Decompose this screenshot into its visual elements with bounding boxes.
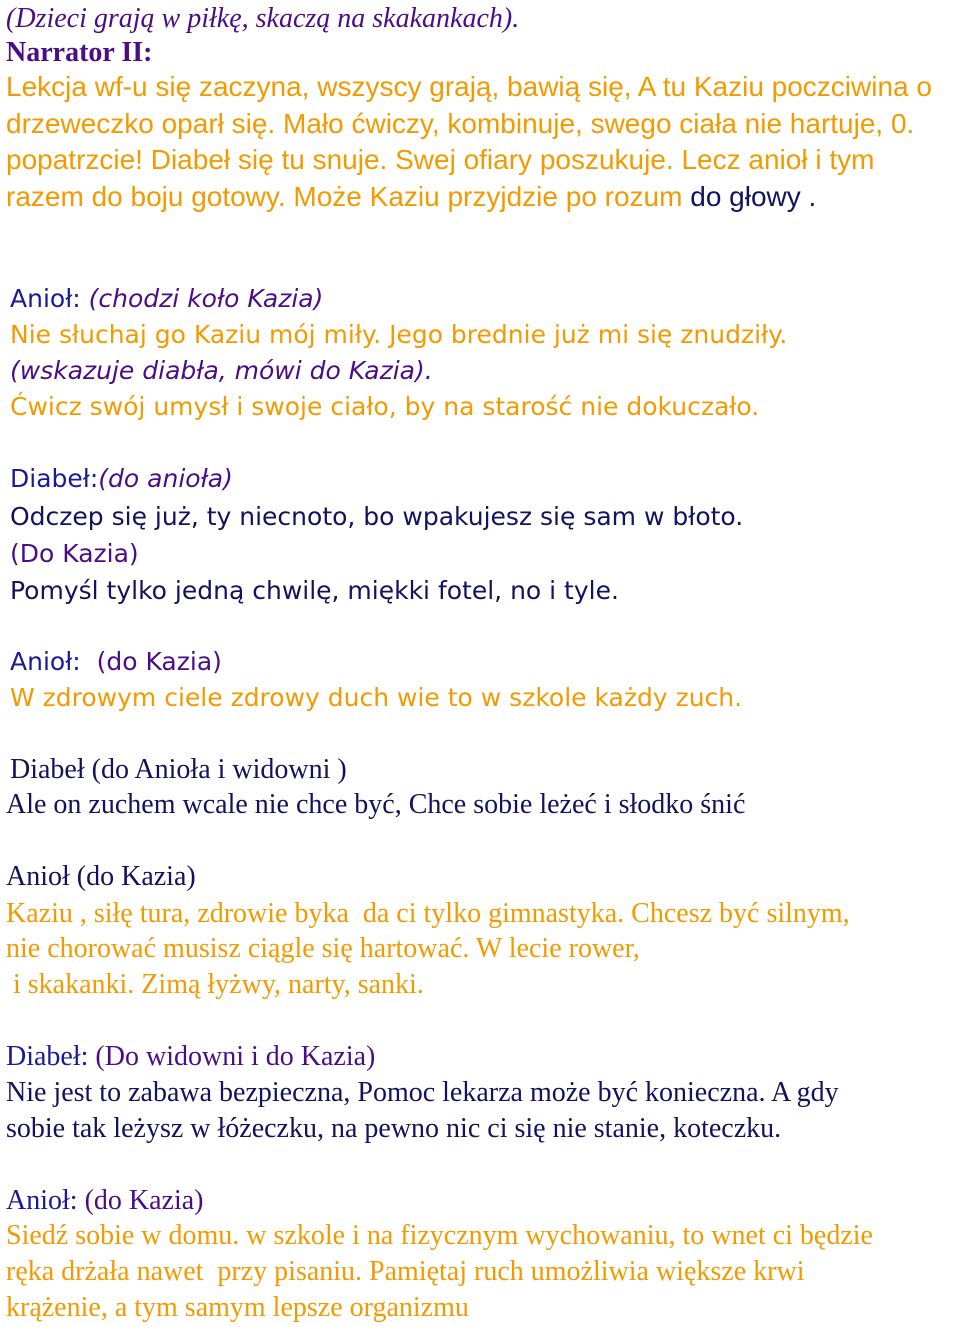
text: Nie słuchaj go Kaziu mój miły. Jego brednie już mi się znudziły.: [10, 320, 788, 349]
stage-direction: [10, 354, 433, 388]
text: Diabeł (do Anioła i widowni ): [10, 754, 347, 785]
text: ręka drżała nawet przy pisaniu. Pamiętaj ruch umożliwia większe krwi: [6, 1256, 805, 1287]
text: (wskazuje diabła, mówi do Kazia).: [10, 356, 433, 385]
text: Ćwicz swój umysł i swoje ciało, by na starość nie dokuczało.: [10, 392, 760, 421]
speaker-label: Anioł:: [10, 284, 81, 313]
stage-direction: [6, 2, 519, 36]
text: (Do Kazia): [10, 539, 139, 568]
speaker-line: [10, 645, 222, 679]
text: krążenie, a tym samym lepsze organizmu: [6, 1292, 469, 1323]
dialogue-line: [6, 1291, 469, 1325]
text: Ale on zuchem wcale nie chce być, Chce sobie leżeć i słodko śnić: [6, 789, 746, 820]
dialogue-line: [10, 390, 759, 424]
speaker-line: [10, 753, 347, 787]
stage-direction: (do anioła): [98, 464, 233, 493]
dialogue-line: [6, 1112, 781, 1146]
narration-line: [6, 70, 932, 104]
text: razem do boju gotowy. Może Kaziu przyjdzie po rozum: [6, 181, 683, 212]
dialogue-line: [6, 897, 850, 931]
text: drzeweczko oparł się. Mało ćwiczy, kombinuje, swego ciała nie hartuje, 0.: [6, 108, 915, 139]
text: Siedź sobie w domu. w szkole i na fizycznym wychowaniu, to wnet ci będzie: [6, 1220, 873, 1251]
stage-direction: (Do widowni i do Kazia): [88, 1041, 376, 1072]
dialogue-line: [6, 968, 424, 1002]
dialogue-line: [10, 500, 743, 534]
text: i skakanki. Zimą łyżwy, narty, sanki.: [6, 969, 424, 1000]
speaker-label: Diabeł:: [6, 1041, 89, 1072]
speaker-label: [6, 36, 152, 70]
stage-direction: (chodzi koło Kazia): [80, 284, 324, 313]
text: Narrator II:: [6, 37, 153, 68]
text: W zdrowym ciele zdrowy duch wie to w szkole każdy zuch.: [10, 683, 743, 712]
dialogue-line: [6, 1255, 804, 1289]
text: (Dzieci grają w piłkę, skaczą na skakankach).: [6, 3, 520, 34]
narration-line: [6, 143, 874, 177]
speaker-label: Diabeł:: [10, 464, 99, 493]
text: Kaziu , siłę tura, zdrowie byka da ci tylko gimnastyka. Chcesz być silnym,: [6, 898, 850, 929]
narration-line: [6, 107, 914, 141]
dialogue-line: [6, 1219, 873, 1253]
text: Pomyśl tylko jedną chwilę, miękki fotel, no i tyle.: [10, 576, 619, 605]
text: sobie tak leżysz w łóżeczku, na pewno nic ci się nie stanie, koteczku.: [6, 1113, 782, 1144]
narration-line: [6, 180, 816, 214]
speaker-line: [10, 282, 323, 316]
text: popatrzcie! Diabeł się tu snuje. Swej ofiary poszukuje. Lecz anioł i tym: [6, 144, 875, 175]
speaker-label: Anioł:: [6, 1185, 78, 1216]
text: Nie jest to zabawa bezpieczna, Pomoc lekarza może być konieczna. A gdy: [6, 1077, 839, 1108]
stage-direction: (do Kazia): [80, 647, 222, 676]
dialogue-line: [10, 681, 742, 715]
dialogue-line: [6, 932, 640, 966]
speaker-line: [6, 1184, 204, 1218]
speaker-line: [6, 860, 196, 894]
stage-direction: [10, 537, 139, 571]
text: Anioł (do Kazia): [6, 861, 196, 892]
dialogue-line: [6, 1076, 839, 1110]
speaker-label: Anioł:: [10, 647, 81, 676]
speaker-line: [10, 462, 233, 496]
dialogue-line: [10, 318, 787, 352]
text: do głowy .: [682, 181, 817, 212]
dialogue-line: [10, 574, 619, 608]
text: Odczep się już, ty niecnoto, bo wpakujesz się sam w błoto.: [10, 502, 744, 531]
text: nie chorować musisz ciągle się hartować. W lecie rower,: [6, 933, 640, 964]
text: Lekcja wf-u się zaczyna, wszyscy grają, bawią się, A tu Kaziu poczciwina o: [6, 71, 932, 102]
dialogue-line: [6, 788, 745, 822]
stage-direction: (do Kazia): [77, 1185, 204, 1216]
speaker-line: [6, 1040, 375, 1074]
